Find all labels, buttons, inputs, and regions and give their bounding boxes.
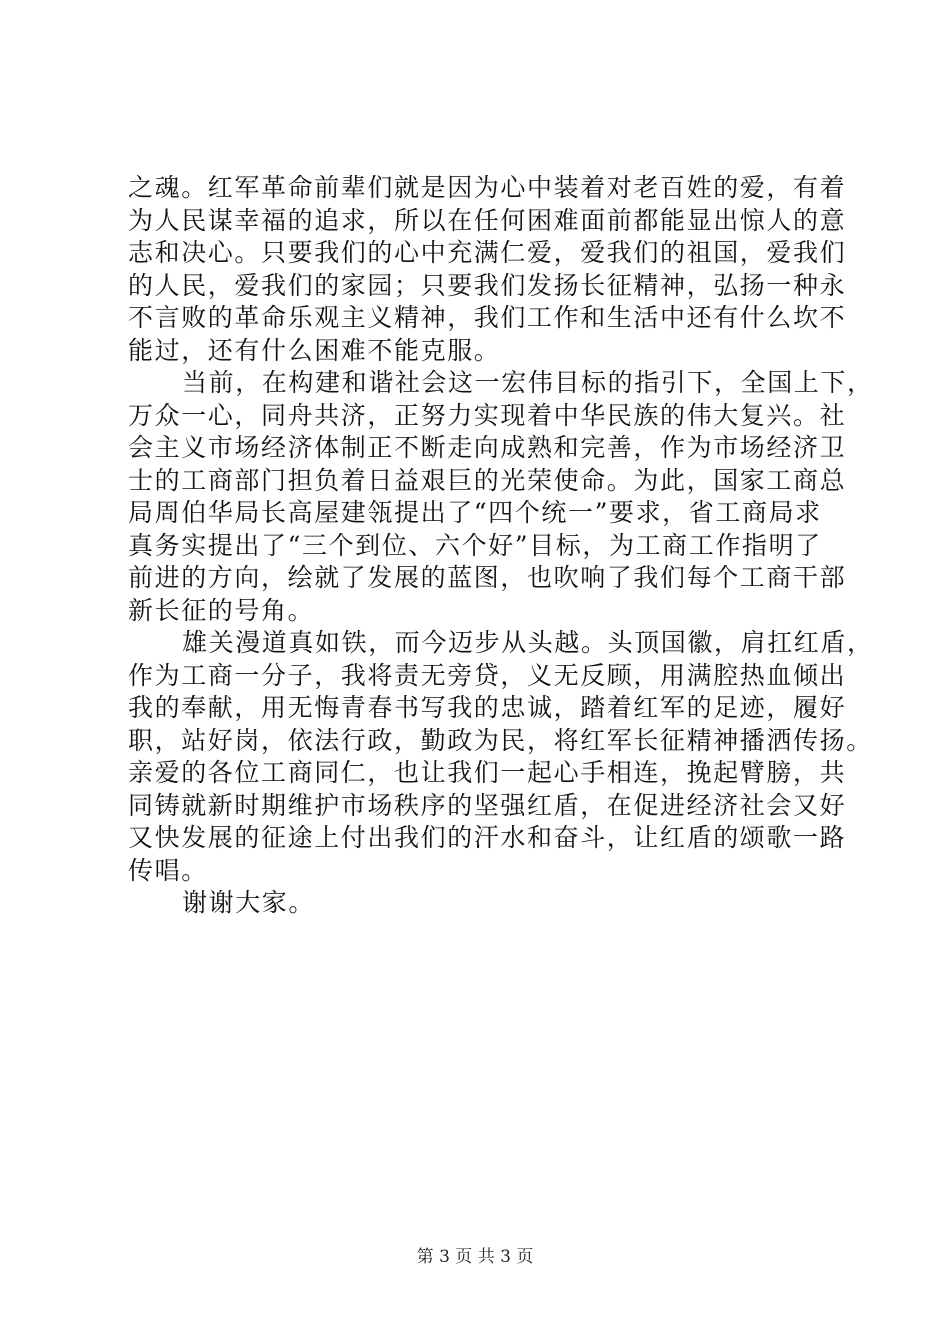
text-line: 又快发展的征途上付出我们的汗水和奋斗，让红盾的颂歌一路 bbox=[128, 823, 847, 852]
text-line: 同铸就新时期维护市场秩序的坚强红盾，在促进经济社会又好 bbox=[128, 790, 847, 820]
paragraph-start-line: 当前，在构建和谐社会这一宏伟目标的指引下，全国上下， bbox=[182, 368, 874, 397]
text-line: 能过，还有什么困难不能克服。 bbox=[128, 335, 501, 365]
document-body bbox=[128, 172, 874, 920]
text-line: 我的奉献，用无悔青春书写我的忠诚，踏着红军的足迹，履好 bbox=[128, 693, 847, 722]
text-line: 局周伯华局长高屋建瓴提出了“四个统一”要求，省工商局求 bbox=[128, 498, 822, 527]
text-line: 万众一心，同舟共济，正努力实现着中华民族的伟大复兴。社 bbox=[128, 400, 847, 430]
text-line: 真务实提出了“三个到位、六个好”目标，为工商工作指明了 bbox=[128, 530, 822, 560]
text-line: 为人民谋幸福的追求，所以在任何困难面前都能显出惊人的意 bbox=[128, 205, 847, 235]
text-line: 之魂。红军革命前辈们就是因为心中装着对老百姓的爱，有着 bbox=[128, 173, 847, 202]
text-line: 士的工商部门担负着日益艰巨的光荣使命。为此，国家工商总 bbox=[128, 465, 847, 495]
text-line: 传唱。 bbox=[128, 855, 208, 885]
text-line: 作为工商一分子，我将责无旁贷，义无反顾，用满腔热血倾出 bbox=[128, 660, 847, 690]
paragraph-start-line: 雄关漫道真如铁，而今迈步从头越。头顶国徽，肩扛红盾， bbox=[182, 628, 874, 657]
text-line: 的人民，爱我们的家园；只要我们发扬长征精神，弘扬一种永 bbox=[128, 270, 847, 300]
text-line: 不言败的革命乐观主义精神，我们工作和生活中还有什么坎不 bbox=[128, 303, 847, 332]
paragraph-start-line: 谢谢大家。 bbox=[182, 888, 316, 917]
text-line: 职，站好岗，依法行政，勤政为民，将红军长征精神播洒传扬。 bbox=[128, 725, 873, 755]
text-line: 志和决心。只要我们的心中充满仁爱，爱我们的祖国，爱我们 bbox=[128, 238, 847, 267]
text-line: 前进的方向，绘就了发展的蓝图，也吹响了我们每个工商干部 bbox=[128, 563, 847, 592]
text-line: 会主义市场经济体制正不断走向成熟和完善，作为市场经济卫 bbox=[128, 433, 847, 462]
page-footer: 第 3 页 共 3 页 bbox=[416, 1247, 534, 1267]
text-line: 新长征的号角。 bbox=[128, 595, 315, 625]
text-line: 亲爱的各位工商同仁，也让我们一起心手相连，挽起臂膀，共 bbox=[128, 758, 847, 787]
